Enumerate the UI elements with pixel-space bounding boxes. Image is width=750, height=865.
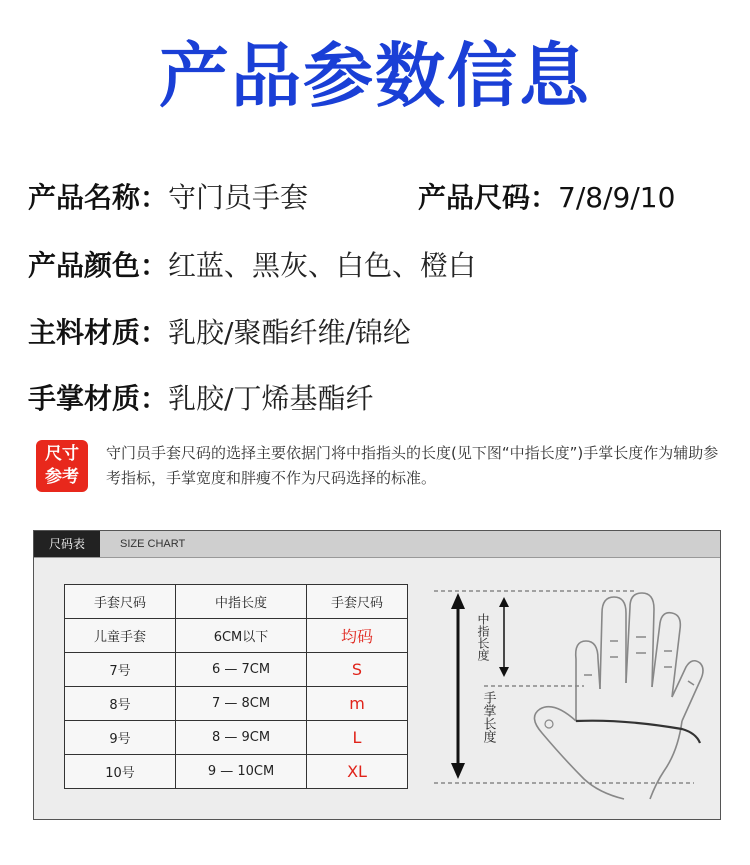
size-table <box>64 584 408 789</box>
palm-length-arrow <box>451 593 465 779</box>
param-palm-material <box>28 377 373 417</box>
cell-letter-size: XL <box>307 755 408 789</box>
cell-size: 9号 <box>65 721 176 755</box>
table-row <box>65 755 408 789</box>
badge-line-1: 尺寸 <box>45 444 79 464</box>
header-finger-length: 中指长度 <box>176 585 307 619</box>
main-material-value: 乳胶/聚酯纤维/锦纶 <box>168 316 411 349</box>
table-row <box>65 619 408 653</box>
size-chart-header <box>34 531 720 558</box>
table-header-row <box>65 585 408 619</box>
table-row <box>65 653 408 687</box>
product-size-value: 7/8/9/10 <box>558 181 676 214</box>
size-reference-badge <box>36 440 88 492</box>
cell-finger-length: 6CM以下 <box>176 619 307 653</box>
product-name-value: 守门员手套 <box>168 181 309 214</box>
palm-material-label: 手掌材质： <box>28 382 169 415</box>
size-reference-note: 守门员手套尺码的选择主要依据门将中指指头的长度(见下图“中指长度”)手掌长度作为辅助参考指标，手掌宽度和胖瘦不作为尺码选择的标准。 <box>106 444 719 487</box>
cell-size: 7号 <box>65 653 176 687</box>
cell-letter-size: L <box>307 721 408 755</box>
cell-finger-length: 7 — 8CM <box>176 687 307 721</box>
finger-length-arrow <box>499 597 509 677</box>
param-main-material <box>28 311 411 351</box>
cell-size: 10号 <box>65 755 176 789</box>
cell-letter-size: S <box>307 653 408 687</box>
size-chart-subtitle: SIZE CHART <box>120 538 186 550</box>
size-chart <box>33 530 721 820</box>
param-product-name <box>28 176 308 216</box>
header-glove-size: 手套尺码 <box>65 585 176 619</box>
table-row <box>65 687 408 721</box>
cell-finger-length: 8 — 9CM <box>176 721 307 755</box>
product-size-label: 产品尺码： <box>418 181 559 214</box>
palm-material-value: 乳胶/丁烯基酯纤 <box>168 382 374 415</box>
param-product-size <box>418 176 675 216</box>
main-material-label: 主料材质： <box>28 316 169 349</box>
badge-line-2: 参考 <box>45 467 79 487</box>
hand-outline-icon <box>534 593 703 799</box>
finger-length-label: 中指长度 <box>476 613 490 661</box>
cell-letter-size: m <box>307 687 408 721</box>
hand-diagram <box>424 571 716 811</box>
cell-finger-length: 6 — 7CM <box>176 653 307 687</box>
cell-size: 儿童手套 <box>65 619 176 653</box>
product-name-label: 产品名称： <box>28 181 169 214</box>
cell-letter-size: 均码 <box>307 619 408 653</box>
thumb-nail-icon <box>545 720 553 728</box>
palm-length-label: 手掌长度 <box>480 691 496 743</box>
product-color-label: 产品颜色： <box>28 249 169 282</box>
table-row <box>65 721 408 755</box>
header-glove-size-2: 手套尺码 <box>307 585 408 619</box>
cell-finger-length: 9 — 10CM <box>176 755 307 789</box>
param-product-color <box>28 244 476 284</box>
product-color-value: 红蓝、黑灰、白色、橙白 <box>168 249 477 282</box>
page-title: 产品参数信息 <box>159 35 591 117</box>
size-chart-tab: 尺码表 <box>34 531 100 557</box>
cell-size: 8号 <box>65 687 176 721</box>
